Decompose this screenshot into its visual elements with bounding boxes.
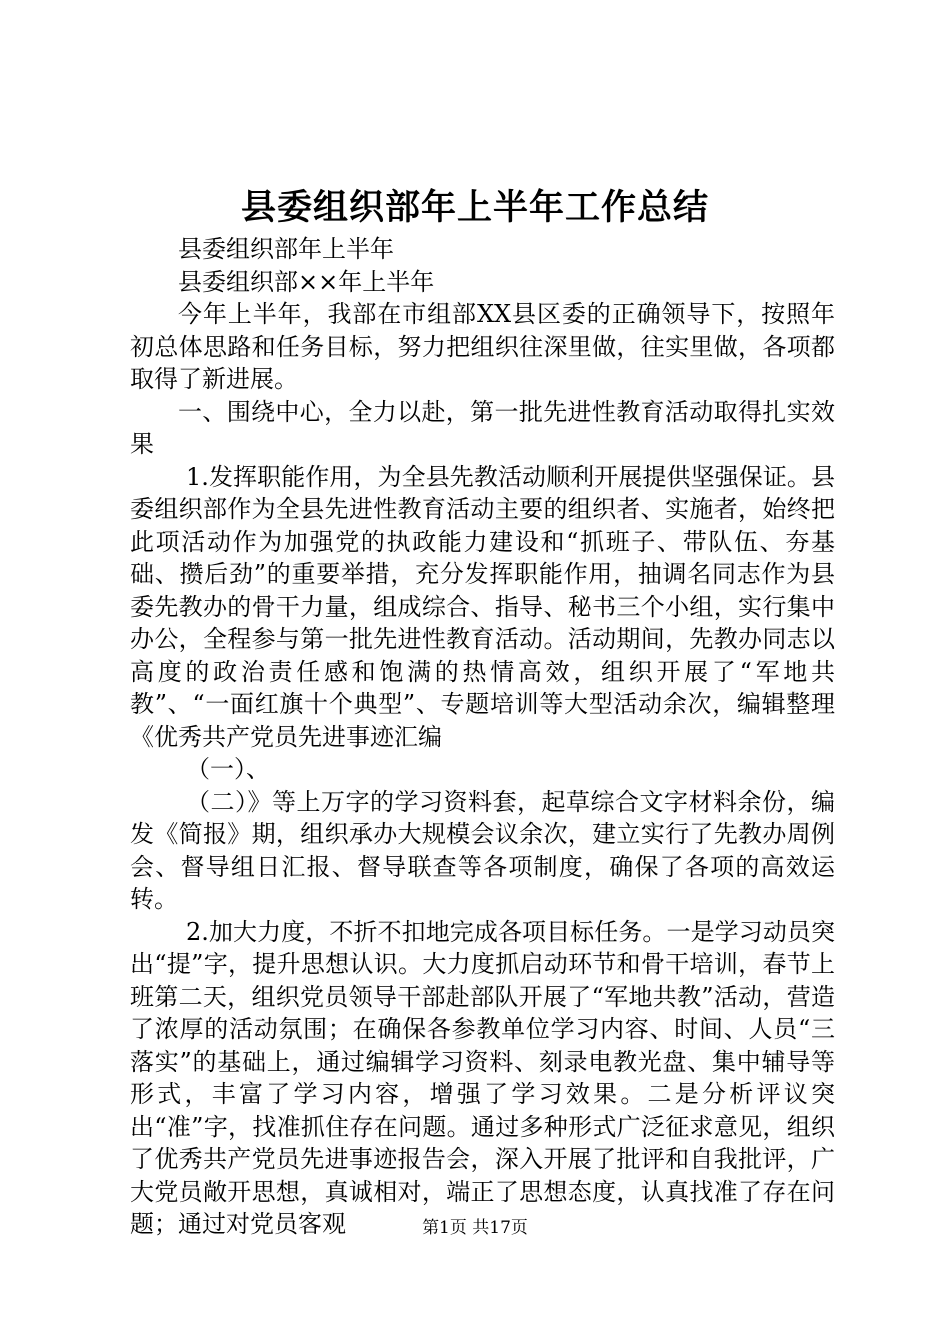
document-title: 县委组织部年上半年工作总结 — [240, 187, 709, 228]
section-heading: 一、围绕中心，全力以赴，第一批先进性教育活动取得扎实效果 — [130, 397, 835, 458]
paragraph: 2.加大力度，不折不扣地完成各项目标任务。一是学习动员突出“提”字，提升思想认识。大力度抓启动环节和骨干培训，春节上班第二天，组织党员领导干部赴部队开展了“军地共教”活动，营造了浓厚的活动氛围；在确保各参教单位学习内容、时间、人员“三落实”的基础上，通过编辑学习资料、刻录电教光盘、集中辅导等形式，丰富了学习内容，增强了学习效果。二是分析评议突出“准”字，找准抓住存在问题。通过多种形式广泛征求意见，组织了优秀共产党员先进事迹报告会，深入开展了批评和自我批评，广大党员敞开思想，真诚相对，端正了思想态度，认真找准了存在问题；通过对党员客观 — [130, 917, 835, 1238]
paragraph: （一）、 — [186, 755, 270, 783]
page-footer: 第1页 共17页 — [422, 1218, 528, 1238]
document-body — [130, 233, 835, 1241]
paragraph: 1.发挥职能作用，为全县先教活动顺利开展提供坚强保证。县委组织部作为全县先进性教育活动主要的组织者、实施者，始终把此项活动作为加强党的执政能力建设和“抓班子、带队伍、夯基础、攒后劲”的重要举措，充分发挥职能作用，抽调名同志作为县委先教办的骨干力量，组成综合、指导、秘书三个小组，实行集中办公，全程参与第一批先进性教育活动。活动期间，先教办同志以高度的政治责任感和饱满的热情高效，组织开展了“军地共教”、“一面红旗十个典型”、专题培训等大型活动余次，编辑整理《优秀共产党员先进事迹汇编 — [130, 462, 835, 751]
paragraph: 今年上半年，我部在市组部XX县区委的正确领导下，按照年初总体思路和任务目标，努力把组织往深里做，往实里做，各项都取得了新进展。 — [130, 300, 835, 393]
paragraph: 县委组织部××年上半年 — [178, 267, 435, 296]
paragraph: （二）》等上万字的学习资料套，起草综合文字材料余份，编发《简报》期，组织承办大规模会议余次，建立实行了先教办周例会、督导组日汇报、督导联查等各项制度，确保了各项的高效运转。 — [130, 787, 835, 913]
paragraph: 县委组织部年上半年 — [178, 235, 394, 263]
